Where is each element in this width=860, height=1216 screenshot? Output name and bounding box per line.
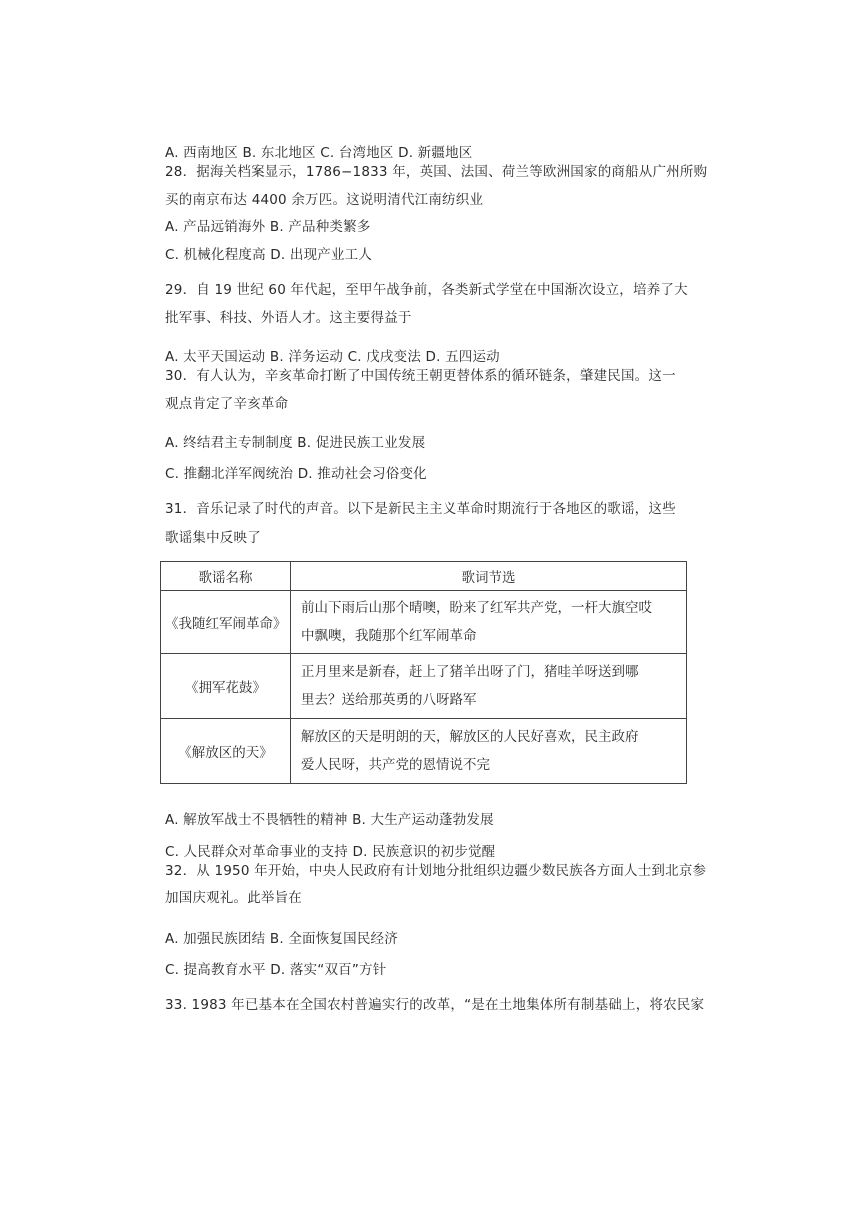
q33-stem-line1: 33. 1983 年已基本在全国农村普遍实行的改革，“是在土地集体所有制基础上，将农民家 bbox=[165, 997, 705, 1013]
q31-stem-line2: 歌谣集中反映了 bbox=[165, 530, 261, 546]
q30-stem-line1: 30．有人认为，辛亥革命打断了中国传统王朝更替体系的循环链条，肇建民国。这一 bbox=[165, 368, 676, 384]
q31-options-cd: C. 人民群众对革命事业的支持 D. 民族意识的初步觉醒 bbox=[165, 844, 496, 860]
q28-options-cd: C. 机械化程度高 D. 出现产业工人 bbox=[165, 247, 373, 263]
header-lyric-excerpt: 歌词节选 bbox=[291, 562, 687, 591]
song-lyric-line: 正月里来是新春，赶上了猪羊出呀了门，猪哇羊呀送到哪 bbox=[301, 664, 639, 680]
q30-options-ab: A. 终结君主专制制度 B. 促进民族工业发展 bbox=[165, 435, 426, 451]
q28-stem-line2: 买的南京布达 4400 余万匹。这说明清代江南纺织业 bbox=[165, 192, 484, 208]
song-lyric bbox=[291, 654, 687, 719]
song-name: 《解放区的天》 bbox=[161, 719, 291, 784]
q29-options: A. 太平天国运动 B. 洋务运动 C. 戊戌变法 D. 五四运动 bbox=[165, 349, 500, 365]
header-song-name: 歌谣名称 bbox=[161, 562, 291, 591]
q29-stem-line2: 批军事、科技、外语人才。这主要得益于 bbox=[165, 310, 412, 326]
q31-options-ab: A. 解放军战士不畏牺牲的精神 B. 大生产运动蓬勃发展 bbox=[165, 812, 494, 828]
song-lyric bbox=[291, 591, 687, 654]
q31-stem-line1: 31．音乐记录了时代的声音。以下是新民主主义革命时期流行于各地区的歌谣，这些 bbox=[165, 501, 676, 517]
song-lyric-line: 解放区的天是明朗的天，解放区的人民好喜欢，民主政府 bbox=[301, 729, 639, 745]
q30-options-cd: C. 推翻北洋军阀统治 D. 推动社会习俗变化 bbox=[165, 466, 427, 482]
song-lyric-line: 里去？送给那英勇的八呀路军 bbox=[301, 692, 477, 708]
song-lyric-line: 中飘噢，我随那个红军闹革命 bbox=[301, 628, 477, 644]
table-row bbox=[161, 591, 687, 654]
q28-options-ab: A. 产品远销海外 B. 产品种类繁多 bbox=[165, 219, 371, 235]
song-name: 《我随红军闹革命》 bbox=[161, 591, 291, 654]
q32-options-ab: A. 加强民族团结 B. 全面恢复国民经济 bbox=[165, 931, 398, 947]
q27-options: A. 西南地区 B. 东北地区 C. 台湾地区 D. 新疆地区 bbox=[165, 145, 473, 161]
q32-stem-line2: 加国庆观礼。此举旨在 bbox=[165, 890, 302, 906]
song-name: 《拥军花鼓》 bbox=[161, 654, 291, 719]
q30-stem-line2: 观点肯定了辛亥革命 bbox=[165, 396, 289, 412]
table-header-row bbox=[161, 562, 687, 591]
q29-stem-line1: 29．自 19 世纪 60 年代起，至甲午战争前，各类新式学堂在中国渐次设立，培养了大 bbox=[165, 282, 688, 298]
q32-stem-line1: 32．从 1950 年开始，中央人民政府有计划地分批组织边疆少数民族各方面人士到北京参 bbox=[165, 863, 707, 879]
song-lyric-line: 前山下雨后山那个晴噢，盼来了红军共产党，一杆大旗空哎 bbox=[301, 600, 652, 616]
table-row bbox=[161, 654, 687, 719]
table-row bbox=[161, 719, 687, 784]
song-lyrics-table bbox=[160, 561, 687, 784]
q28-stem-line1: 28．据海关档案显示，1786−1833 年，英国、法国、荷兰等欧洲国家的商船从广州所购 bbox=[165, 164, 708, 180]
song-lyric bbox=[291, 719, 687, 784]
song-lyric-line: 爱人民呀，共产党的恩情说不完 bbox=[301, 757, 490, 773]
q32-options-cd: C. 提高教育水平 D. 落实“双百”方针 bbox=[165, 962, 387, 978]
